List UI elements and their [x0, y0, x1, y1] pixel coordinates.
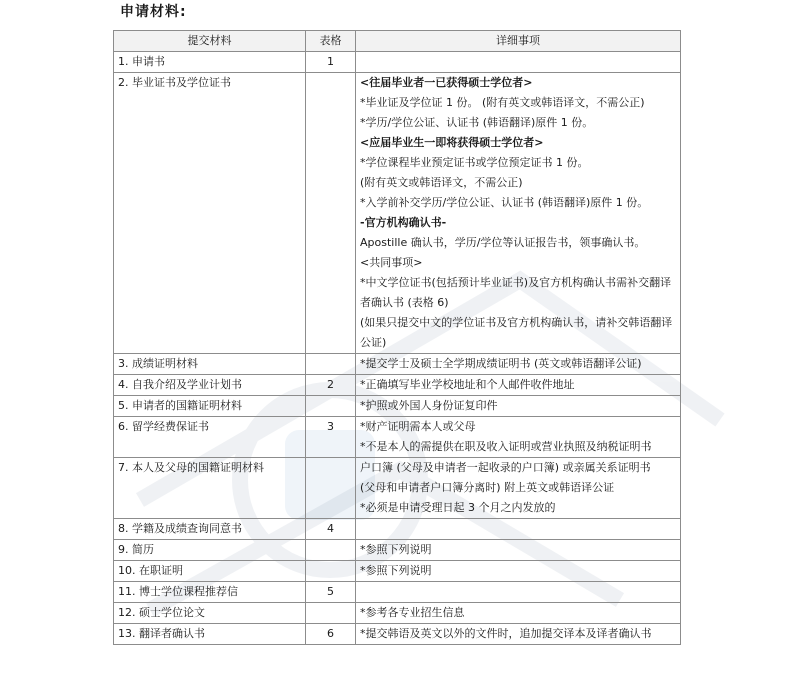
material-cell: 4. 自我介绍及学业计划书: [114, 375, 306, 396]
detail-line: *学历/学位公证、认证书 (韩语翻译)原件 1 份。: [360, 116, 594, 129]
detail-line: *正确填写毕业学校地址和个人邮件收件地址: [360, 378, 575, 391]
material-cell: 10. 在职证明: [114, 561, 306, 582]
details-cell: [356, 354, 681, 375]
material-cell: 2. 毕业证书及学位证书: [114, 73, 306, 354]
detail-line: <往届毕业者一已获得硕士学位者>: [360, 76, 533, 89]
detail-line: <共同事项>: [360, 256, 423, 269]
details-cell: [356, 540, 681, 561]
table-row: [114, 561, 681, 582]
table-row: [114, 52, 681, 73]
detail-line: (如果只提交中文的学位证书及官方机构确认书，请补交韩语翻译公证): [360, 316, 673, 349]
details-cell: [356, 624, 681, 645]
detail-line: *学位课程毕业预定证书或学位预定证书 1 份。: [360, 156, 589, 169]
details-cell: [356, 582, 681, 603]
detail-line: *参照下列说明: [360, 564, 432, 577]
table-header-row: [114, 31, 681, 52]
detail-line: *财产证明需本人或父母: [360, 420, 476, 433]
header-details: 详细事项: [356, 31, 681, 52]
table-row: [114, 396, 681, 417]
form-number-cell: [306, 603, 356, 624]
table-row: [114, 354, 681, 375]
material-cell: 12. 硕士学位论文: [114, 603, 306, 624]
details-cell: [356, 52, 681, 73]
form-number-cell: 2: [306, 375, 356, 396]
detail-line: 户口簿 (父母及申请者一起收录的户口簿) 或亲属关系证明书: [360, 461, 651, 474]
header-form: 表格: [306, 31, 356, 52]
form-number-cell: [306, 458, 356, 519]
details-cell: [356, 73, 681, 354]
details-cell: [356, 519, 681, 540]
form-number-cell: 3: [306, 417, 356, 458]
detail-line: *提交学士及硕士全学期成绩证明书 (英文或韩语翻译公证): [360, 357, 642, 370]
form-number-cell: 1: [306, 52, 356, 73]
materials-table: [113, 30, 681, 645]
form-number-cell: 4: [306, 519, 356, 540]
details-cell: [356, 561, 681, 582]
details-cell: [356, 603, 681, 624]
detail-line: *护照或外国人身份证复印件: [360, 399, 498, 412]
material-cell: 9. 简历: [114, 540, 306, 561]
detail-line: *参考各专业招生信息: [360, 606, 465, 619]
table-row: [114, 375, 681, 396]
details-cell: [356, 396, 681, 417]
table-row: [114, 519, 681, 540]
material-cell: 11. 博士学位课程推荐信: [114, 582, 306, 603]
table-row: [114, 417, 681, 458]
detail-line: *提交韩语及英文以外的文件时，追加提交译本及译者确认书: [360, 627, 652, 640]
detail-line: *必须是申请受理日起 3 个月之内发放的: [360, 501, 556, 514]
form-number-cell: 6: [306, 624, 356, 645]
section-heading: 申请材料:: [120, 4, 187, 20]
detail-line: *不是本人的需提供在职及收入证明或营业执照及纳税证明书: [360, 440, 652, 453]
table-row: [114, 458, 681, 519]
detail-line: <应届毕业生一即将获得硕士学位者>: [360, 136, 544, 149]
detail-line: *参照下列说明: [360, 543, 432, 556]
material-cell: 13. 翻译者确认书: [114, 624, 306, 645]
material-cell: 5. 申请者的国籍证明材料: [114, 396, 306, 417]
form-number-cell: [306, 396, 356, 417]
form-number-cell: 5: [306, 582, 356, 603]
material-cell: 3. 成绩证明材料: [114, 354, 306, 375]
detail-line: *毕业证及学位证 1 份。 (附有英文或韩语译文，不需公正): [360, 96, 645, 109]
material-cell: 7. 本人及父母的国籍证明材料: [114, 458, 306, 519]
form-number-cell: [306, 73, 356, 354]
detail-line: -官方机构确认书-: [360, 216, 447, 229]
table-row: [114, 624, 681, 645]
material-cell: 8. 学籍及成绩查询同意书: [114, 519, 306, 540]
form-number-cell: [306, 561, 356, 582]
details-cell: [356, 375, 681, 396]
header-material: 提交材料: [114, 31, 306, 52]
material-cell: 6. 留学经费保证书: [114, 417, 306, 458]
table-row: [114, 603, 681, 624]
detail-line: (附有英文或韩语译文，不需公正): [360, 176, 523, 189]
details-cell: [356, 417, 681, 458]
detail-line: Apostille 确认书，学历/学位等认证报告书，领事确认书。: [360, 236, 646, 249]
details-cell: [356, 458, 681, 519]
detail-line: (父母和申请者户口簿分离时) 附上英文或韩语译公证: [360, 481, 615, 494]
form-number-cell: [306, 540, 356, 561]
material-cell: 1. 申请书: [114, 52, 306, 73]
table-row: [114, 73, 681, 354]
table-row: [114, 582, 681, 603]
detail-line: *中文学位证书(包括预计毕业证书)及官方机构确认书需补交翻译者确认书 (表格 6): [360, 276, 672, 309]
table-row: [114, 540, 681, 561]
form-number-cell: [306, 354, 356, 375]
detail-line: *入学前补交学历/学位公证、认证书 (韩语翻译)原件 1 份。: [360, 196, 649, 209]
